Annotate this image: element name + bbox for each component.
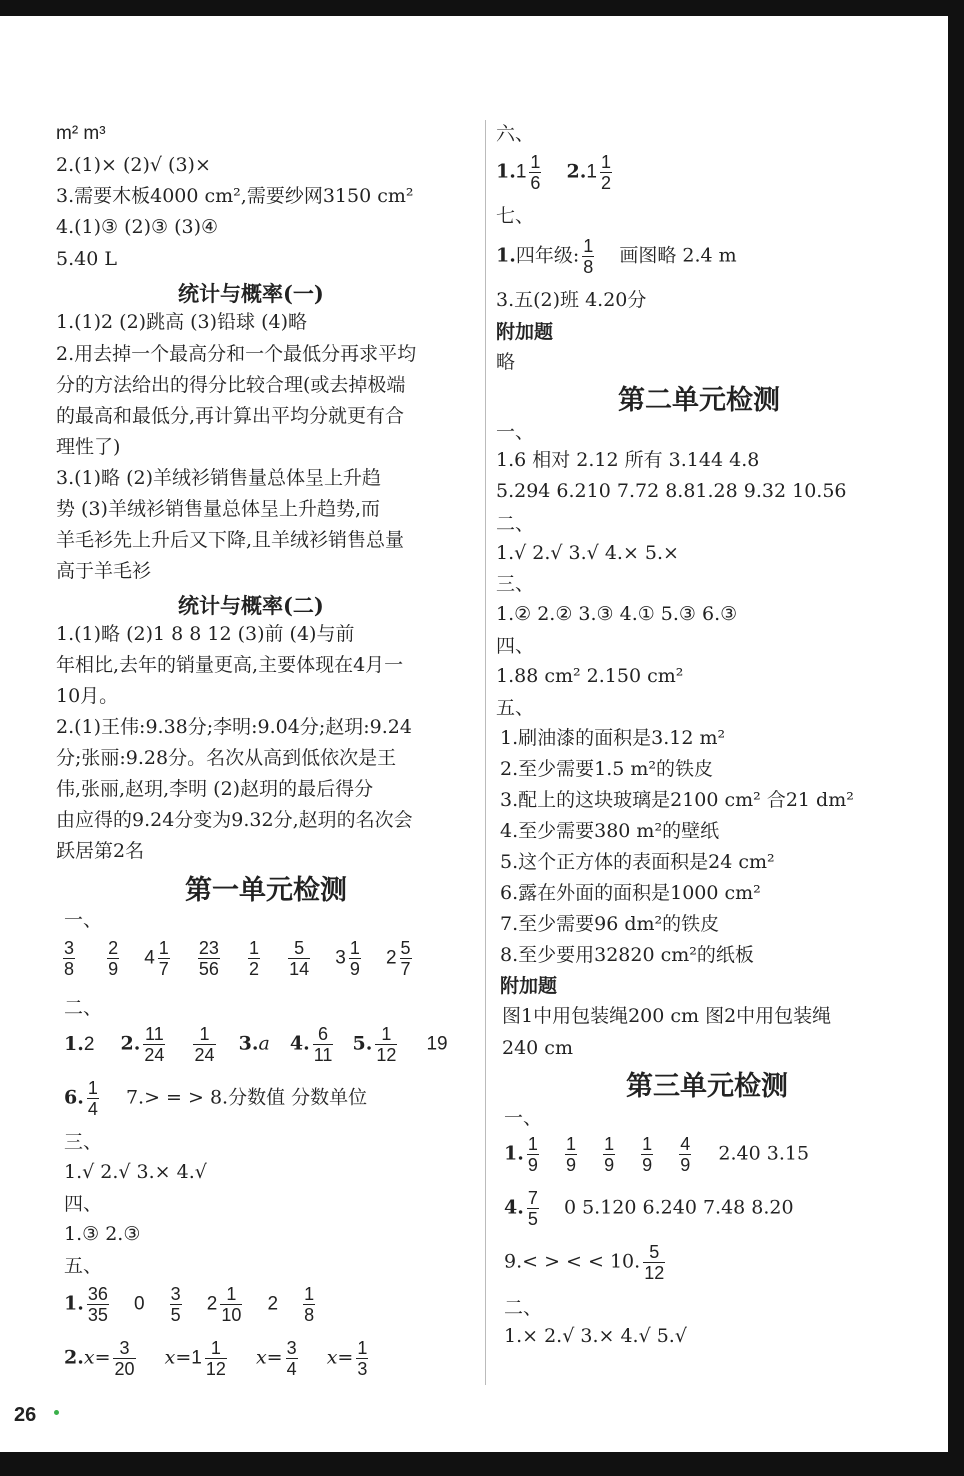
answer-line: 2.(1)× (2)√ (3)× [56,154,211,176]
answer-text: 9.< > < < 10. [504,1250,641,1273]
fraction: $\frac{1}{9}$ [604,1134,615,1175]
bullet-dot-icon [54,1410,59,1415]
fraction-row: 1. $\frac{36}{35}$ 0 $\frac{3}{5}$ 2 $\frac{1}{10}$ 2 $\frac{1}{8}$ [64,1284,315,1325]
answer-line: 1.刷油漆的面积是3.12 m² [500,727,726,749]
fraction: $\frac{3}{20}$ [114,1338,135,1379]
fraction: $\frac{1}{2}$ [249,938,260,979]
page-number: 26 [14,1404,37,1426]
section-title: 统计与概率(一) [178,281,324,306]
fraction: $\frac{5}{14}$ [289,938,310,979]
fraction-row: 4. $\frac{7}{5}$ 0 5.120 6.240 7.48 8.20 [504,1188,794,1229]
fraction-row: $\frac{3}{8}$ $\frac{2}{9}$ 4 $\frac{1}{7}$ $\frac{23}{56}$ $\frac{1}{2}$ $\frac{5}{14}$ 3 $\frac{1}{9}$ 2 $\frac{5}{7}$ [64,938,411,979]
fraction-row [504,1242,668,1283]
fraction: $\frac{1}{9}$ [527,1134,538,1175]
unit-title: 第三单元检测 [626,1071,788,1102]
answer-line: 3.五(2)班 4.20分 [496,289,647,311]
section-title: 统计与概率(二) [178,593,324,618]
answer-line: 1.(1)2 (2)跳高 (3)铅球 (4)略 [56,311,307,333]
answer-line: 240 cm [502,1037,573,1059]
answer-line: 1.(1)略 (2)1 8 8 12 (3)前 (4)与前 [56,623,355,645]
answer-line: 分的方法给出的得分比较合理(或去掉极端 [56,374,406,396]
answer-line: 的最高和最低分,再计算出平均分就更有合 [56,405,405,427]
answer-line: 3.需要木板4000 cm²,需要纱网3150 cm² [56,185,414,207]
section-number: 二、 [504,1297,543,1319]
answer-line: 1.× 2.√ 3.× 4.√ 5.√ [504,1325,687,1347]
answer-line: 高于羊毛衫 [56,560,152,582]
answer-line: 3.(1)略 (2)羊绒衫销售量总体呈上升趋 [56,467,381,489]
answer-line: 3.配上的这块玻璃是2100 cm² 合21 dm² [500,789,854,811]
fraction: $\frac{1}{12}$ [205,1338,226,1379]
fraction: $\frac{3}{4}$ [286,1338,297,1379]
bonus-label: 附加题 [500,975,558,997]
fraction: $\frac{1}{9}$ [642,1134,653,1175]
fraction: $\frac{1}{10}$ [221,1284,242,1325]
fraction: $\frac{1}{3}$ [357,1338,368,1379]
units-line: m² m³ [56,123,106,144]
fraction: $\frac{1}{24}$ [194,1024,215,1065]
answer-line: 8.至少要用32820 cm²的纸板 [500,944,754,966]
fraction-row: 1. $\frac{1}{9}$ $\frac{1}{9}$ $\frac{1}{9}$ $\frac{1}{9}$ $\frac{4}{9}$ 2.40 3.15 [504,1134,810,1175]
answer-line: 略 [496,351,516,373]
fraction: $\frac{7}{5}$ [527,1188,538,1229]
answer-line: 5.40 L [56,248,117,270]
answer-line: 7.至少需要96 dm²的铁皮 [500,913,720,935]
unit-title: 第二单元检测 [618,385,780,416]
answer-line: 年相比,去年的销量更高,主要体现在4月一 [56,654,404,676]
section-number: 一、 [496,421,535,443]
answer-line: 4.(1)③ (2)③ (3)④ [56,216,219,238]
answer-line: 6.露在外面的面积是1000 cm² [500,882,761,904]
fraction: $\frac{11}{24}$ [144,1024,165,1065]
fraction: $\frac{3}{8}$ [64,938,75,979]
fraction: $\frac{1}{8}$ [304,1284,315,1325]
fraction: $\frac{1}{4}$ [87,1078,98,1119]
fraction: $\frac{1}{6}$ [530,152,541,193]
section-number: 一、 [64,909,103,931]
answer-line: 5.294 6.210 7.72 8.81.28 9.32 10.56 [496,480,847,502]
fraction: $\frac{36}{35}$ [87,1284,108,1325]
fraction: $\frac{4}{9}$ [680,1134,691,1175]
column-divider [485,120,486,1385]
answer-line: 分;张丽:9.28分。名次从高到低依次是王 [56,747,397,769]
answer-line: 理性了) [56,436,121,458]
fraction: $\frac{1}{7}$ [158,938,169,979]
answer-line: 图1中用包装绳200 cm 图2中用包装绳 [502,1005,832,1027]
answer-text: 7.> = > 8.分数值 分数单位 [125,1086,368,1109]
section-number: 六、 [496,123,535,145]
fraction: $\frac{1}{8}$ [583,236,594,277]
answer-line: 伟,张丽,赵玥,李明 (2)赵玥的最后得分 [56,778,374,800]
answer-line: 跃居第2名 [56,840,145,862]
fraction: $\frac{1}{12}$ [376,1024,397,1065]
answer-text: 0 5.120 6.240 7.48 8.20 [563,1196,794,1219]
bonus-label: 附加题 [496,321,554,343]
section-number: 四、 [496,635,535,657]
answer-line: 2.用去掉一个最高分和一个最低分再求平均 [56,343,417,365]
fraction: $\frac{5}{7}$ [400,938,411,979]
answer-line: 羊毛衫先上升后又下降,且羊绒衫销售总量 [56,529,405,551]
answer-line: 2.(1)王伟:9.38分;李明:9.04分;赵玥:9.24 [56,716,412,738]
answer-line: 10月。 [56,685,119,707]
fraction: $\frac{5}{12}$ [644,1242,665,1283]
section-number: 五、 [496,697,535,719]
answer-line: 势 (3)羊绒衫销售量总体呈上升趋势,而 [56,498,380,520]
answer-text: 画图略 2.4 m [619,244,737,267]
section-number: 五、 [64,1255,103,1277]
answer-line: 4.至少需要380 m²的壁纸 [500,820,720,842]
section-number: 四、 [64,1193,103,1215]
answer-line: 1.② 2.② 3.③ 4.① 5.③ 6.③ [496,603,738,625]
answer-line: 1.√ 2.√ 3.√ 4.× 5.× [496,542,679,564]
fraction: $\frac{6}{11}$ [313,1024,333,1065]
answer-line: 2.至少需要1.5 m²的铁皮 [500,758,714,780]
fraction-row: 1.1 $\frac{1}{6}$ 2.1 $\frac{1}{2}$ [496,152,611,193]
answer-text: 2.40 3.15 [718,1142,810,1165]
answer-line: 5.这个正方体的表面积是24 cm² [500,851,775,873]
section-number: 二、 [496,513,535,535]
scan-edge-top [0,0,964,16]
fraction: $\frac{1}{2}$ [600,152,611,193]
answer-line: 1.√ 2.√ 3.× 4.√ [64,1161,207,1183]
fraction: $\frac{2}{9}$ [108,938,119,979]
fraction: $\frac{23}{56}$ [198,938,219,979]
answer-line: 1.③ 2.③ [64,1223,141,1245]
section-number: 七、 [496,205,535,227]
fraction: $\frac{3}{5}$ [170,1284,181,1325]
answer-line: 1.88 cm² 2.150 cm² [496,665,684,687]
scan-edge-right [948,0,964,1476]
fraction-row: 2.x= $\frac{3}{20}$ x=1 $\frac{1}{12}$ x= $\frac{3}{4}$ x= $\frac{1}{3}$ [64,1338,368,1379]
section-number: 三、 [496,573,535,595]
fraction: $\frac{1}{9}$ [565,1134,576,1175]
fraction-row: 1.四年级: $\frac{1}{8}$ 画图略 2.4 m [496,236,737,277]
unit-title: 第一单元检测 [185,875,347,906]
section-number: 三、 [64,1131,103,1153]
fraction: $\frac{1}{9}$ [349,938,360,979]
scan-edge-bottom [0,1452,964,1476]
answer-line: 由应得的9.24分变为9.32分,赵玥的名次会 [56,809,413,831]
fraction-row: 6. $\frac{1}{4}$ 7.> = > 8.分数值 分数单位 [64,1078,368,1119]
section-number: 一、 [504,1107,543,1129]
section-number: 二、 [64,997,103,1019]
fraction-row: 1.2 2. $\frac{11}{24}$ $\frac{1}{24}$ 3.a 4. $\frac{6}{11}$ 5. $\frac{1}{12}$ 19 [64,1024,448,1065]
answer-line: 1.6 相对 2.12 所有 3.144 4.8 [496,449,760,471]
